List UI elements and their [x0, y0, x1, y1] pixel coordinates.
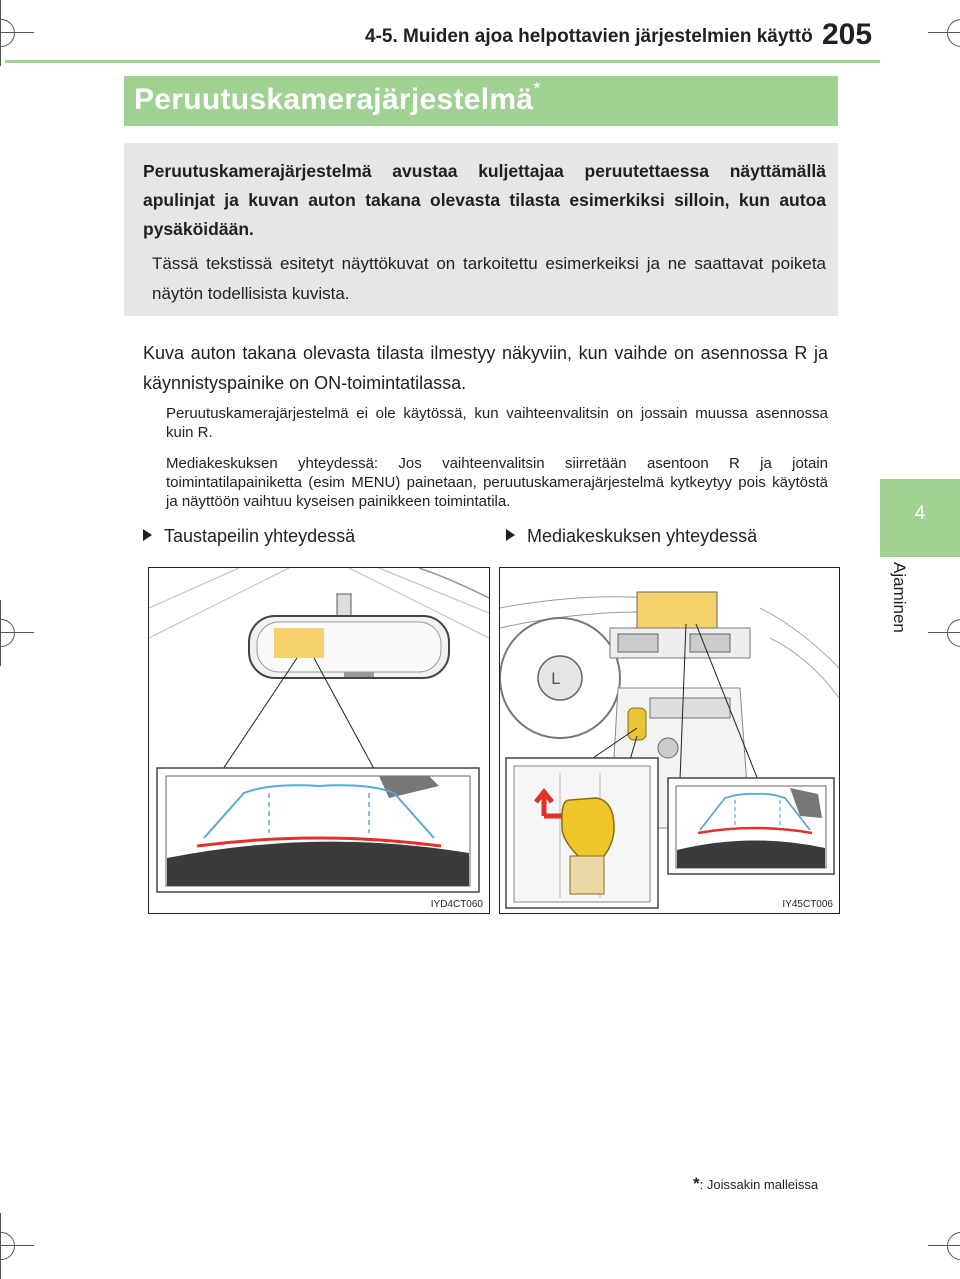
crop-mark-mid-right: [947, 619, 960, 647]
chapter-label: [890, 562, 913, 652]
chapter-label-text: Ajaminen: [890, 562, 909, 633]
chapter-tab: 4: [880, 479, 960, 557]
crop-mark-mid-left: [0, 619, 15, 647]
triangle-bullet-icon: [143, 529, 152, 541]
page-number: 205: [822, 18, 873, 51]
figure-media-camera: [499, 567, 840, 914]
footnote-text: : Joissakin malleissa: [699, 1177, 819, 1192]
figure-mirror-code: IYD4CT060: [430, 899, 483, 910]
body-paragraph: Kuva auton takana olevasta tilasta ilmestyy näkyviin, kun vaihde on asennossa R ja käynnistyspainike on ON-toimintatilassa.: [143, 343, 828, 393]
svg-text:L: L: [551, 669, 560, 688]
subhead-media-text: Mediakeskuksen yhteydessä: [527, 526, 758, 546]
summary-text: Peruutuskamerajärjestelmä avustaa kuljettajaa peruutettaessa näyttämällä apulinjat ja kuvan auton takana olevasta tilasta esimerkiksi silloin, kun autoa pysäköidään.: [143, 161, 826, 239]
body-note-1: Peruutuskamerajärjestelmä ei ole käytössä, kun vaihteenvalitsin on jossain muussa asennossa kuin R.: [166, 405, 828, 441]
crop-mark-top-right: [947, 19, 960, 47]
crop-mark-bottom-left: [0, 1232, 15, 1260]
figure-media-code: IY45CT006: [782, 899, 833, 910]
running-header: 4-5. Muiden ajoa helpottavien järjestelmien käyttö: [365, 26, 813, 47]
header-rule: [5, 60, 880, 63]
summary-note: Tässä tekstissä esitetyt näyttökuvat on tarkoitettu esimerkeiksi ja ne saattavat poiketa näytön todellisista kuvista.: [152, 254, 826, 303]
subhead-media: [506, 526, 757, 547]
crop-mark-bottom-right: [947, 1232, 960, 1260]
crop-mark-top-left: [0, 19, 15, 47]
dashboard-illustration: [500, 568, 839, 913]
section-title-asterisk: *: [533, 79, 541, 99]
section-title: [134, 79, 541, 117]
footnote: [693, 1174, 818, 1194]
subhead-mirror: [143, 526, 355, 547]
subhead-mirror-text: Taustapeilin yhteydessä: [164, 526, 356, 546]
figure-mirror-camera: [148, 567, 490, 914]
footnote-asterisk: *: [693, 1174, 700, 1193]
body-note-2: Mediakeskuksen yhteydessä: Jos vaihteenvalitsin siirretään asentoon R ja jotain toimintatilapainiketta (esim MENU) painetaan, peruutuskamerajärjestelmä kytkeytyy pois käytöstä ja näyttöön vaihtuu kyseisen painikkeen toimintatila.: [166, 455, 828, 510]
mirror-illustration: [149, 568, 489, 913]
triangle-bullet-icon: [506, 529, 515, 541]
section-title-text: Peruutuskamerajärjestelmä: [134, 83, 534, 116]
